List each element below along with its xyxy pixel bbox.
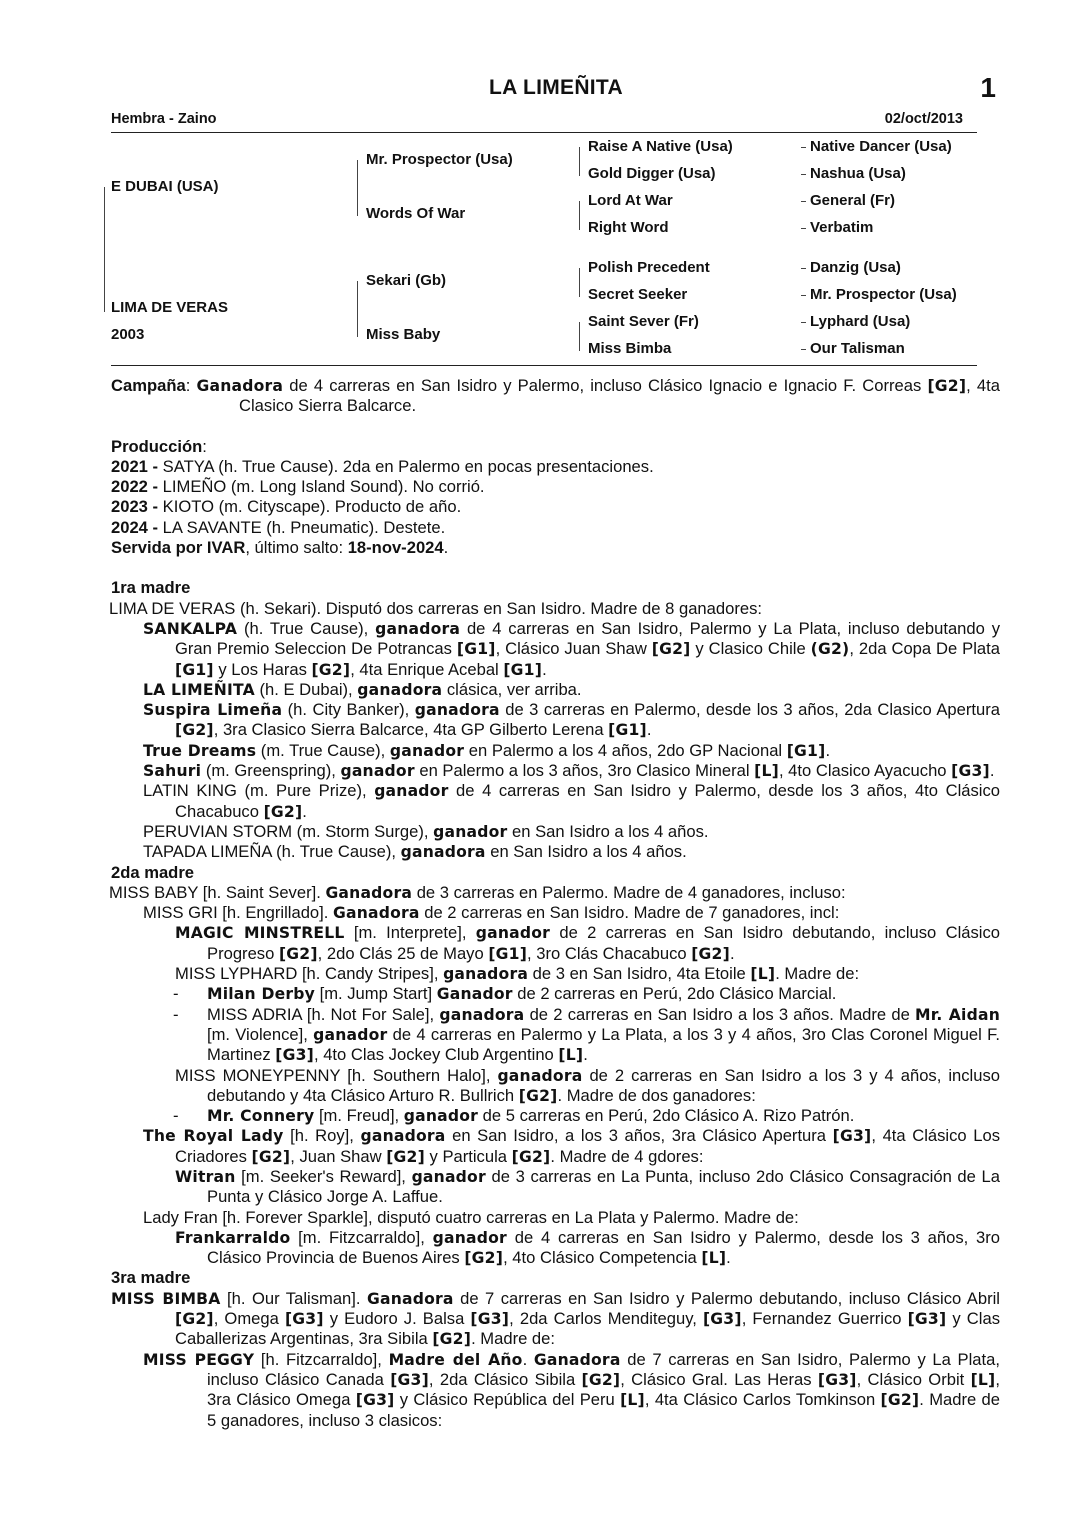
t: en San Isidro a los 4 años. — [485, 842, 687, 862]
grade-badge: [G2] — [311, 660, 351, 679]
t: de 7 carreras en San Isidro, Palermo y La Plata, incluso Clásico Canada — [207, 1349, 1000, 1389]
servida-end: . — [443, 538, 449, 558]
t: de 3 carreras en Palermo. Madre de 4 ganadores, incluso: — [412, 882, 846, 902]
t: de 7 carreras en San Isidro y Palermo debutando, incluso Clásico Abril — [453, 1288, 1000, 1308]
grade-badge: [G2] — [175, 1310, 214, 1329]
produccion-item — [111, 518, 1000, 538]
offspring-entry — [111, 761, 1000, 781]
servida-date: 18-nov-2024 — [347, 538, 444, 558]
t: [m. Fitzcarraldo], — [290, 1227, 433, 1247]
t: (h. City Banker), — [282, 700, 415, 720]
t: , Clásico Juan Shaw — [495, 639, 652, 659]
offspring-name: TAPADA LIMEÑA (h. True Cause), — [143, 842, 401, 862]
t: [h. Our Talisman]. — [220, 1288, 367, 1308]
t: . — [302, 801, 307, 821]
pedigree-gen4-7: Lyphard (Usa) — [810, 313, 911, 330]
t: . — [522, 1349, 534, 1369]
offspring-entry — [111, 741, 1000, 761]
t: y Particula — [424, 1146, 512, 1166]
bracket-gen3-1 — [579, 147, 580, 176]
grade-badge: [G3] — [702, 1310, 742, 1329]
produccion-year: 2024 - — [111, 517, 159, 537]
bracket-gen3-3 — [579, 268, 580, 297]
offspring-entry — [111, 1228, 1000, 1269]
winner-word: ganador — [340, 762, 415, 781]
pedigree-gen3-3: Lord At War — [588, 192, 673, 209]
produccion-year: 2023 - — [111, 497, 159, 517]
award-text: Madre del Año — [388, 1350, 523, 1369]
offspring-entry — [111, 1106, 1000, 1126]
t: . Madre de: — [471, 1329, 555, 1349]
t: de 4 carreras en San Isidro y Palermo, desde los 3 años, 4to Clásico Chacabuco — [175, 781, 1000, 821]
offspring-name: Mr. Aidan — [915, 1005, 1000, 1024]
grade-badge: [G2] — [432, 1330, 472, 1349]
produccion-item — [111, 477, 1000, 497]
t: , 3ro Clás Chacabuco — [527, 943, 692, 963]
grade-badge: [G2] — [278, 944, 318, 963]
t: . — [989, 761, 995, 781]
madre2-intro — [109, 883, 1000, 903]
t: . Madre de: — [775, 964, 860, 984]
t: [h. Roy], — [283, 1126, 361, 1146]
winner-word: Ganador — [436, 985, 513, 1004]
grade-badge: [G3] — [470, 1310, 510, 1329]
pedigree-gen2-2: Words Of War — [366, 205, 466, 222]
t: (h. True Cause), — [237, 618, 376, 638]
t: . — [646, 720, 652, 740]
horse-name: LA LIMEÑITA — [489, 76, 623, 99]
winner-word: ganadora — [375, 619, 461, 638]
t: , 2da Copa De Plata — [849, 639, 1000, 659]
pedigree-table — [0, 0, 1080, 370]
pedigree-bottom-rule — [111, 365, 977, 366]
offspring-entry — [111, 1066, 1000, 1107]
t: , Juan Shaw — [290, 1146, 387, 1166]
pedigree-gen2-3: Sekari (Gb) — [366, 272, 447, 289]
bracket-gen2-upper — [357, 160, 358, 216]
dash-gen4-6 — [801, 295, 806, 296]
grade-badge: [G2] — [651, 640, 691, 659]
winner-word: Ganadora — [332, 904, 420, 923]
offspring-entry — [111, 700, 1000, 741]
winner-word: ganador — [389, 741, 465, 760]
bracket-gen1-top — [104, 187, 105, 250]
grade-badge: [L] — [620, 1391, 645, 1410]
t: , 4to Clas Jockey Club Argentino — [313, 1045, 559, 1065]
t: MISS BABY [h. Saint Sever]. — [109, 882, 326, 902]
grade-badge: [G1] — [608, 721, 647, 740]
t: clásica, ver arriba. — [442, 679, 582, 699]
grade-badge: [L] — [701, 1249, 727, 1268]
winner-word: ganadora — [414, 701, 500, 720]
produccion-text: KIOTO (m. Cityscape). Producto de año. — [158, 497, 462, 517]
servida-label: Servida por IVAR — [111, 538, 246, 558]
pedigree-gen3-5: Polish Precedent — [588, 259, 710, 276]
dash-gen4-8 — [801, 349, 806, 350]
t: [h. Fitzcarraldo], — [254, 1349, 389, 1369]
offspring-entry — [111, 923, 1000, 964]
offspring-entry — [111, 1208, 1000, 1228]
t: . — [583, 1045, 588, 1065]
grade-badge: [G1] — [786, 741, 826, 760]
winner-word: ganadora — [400, 843, 486, 862]
offspring-entry — [111, 781, 1000, 822]
winner-word: ganador — [433, 822, 508, 841]
grade-badge: [L] — [754, 762, 779, 781]
grade-badge: (G2) — [810, 640, 850, 659]
offspring-entry — [111, 984, 1000, 1004]
offspring-name: LATIN KING (m. Pure Prize), — [143, 781, 375, 801]
t: , 3ra Clasico Sierra Balcarce, 4ta GP Gilberto Lerena — [213, 720, 609, 740]
campana-paragraph — [111, 376, 1000, 417]
produccion-year: 2021 - — [111, 456, 159, 476]
body-text — [111, 376, 1000, 1431]
grade-badge: [G1] — [456, 640, 496, 659]
t: . — [542, 659, 547, 679]
dash-mark: - — [173, 1106, 179, 1126]
winner-word: ganador — [313, 1025, 388, 1044]
winner-word: Ganadora — [533, 1350, 621, 1369]
t: , Omega — [213, 1309, 285, 1329]
t: [m. Violence], — [207, 1024, 314, 1044]
pedigree-gen4-3: General (Fr) — [810, 192, 896, 209]
grade-badge: [G3] — [355, 1391, 395, 1410]
grade-badge: [G3] — [832, 1127, 872, 1146]
offspring-name: True Dreams — [143, 741, 257, 760]
grade-badge: [G1] — [503, 660, 543, 679]
offspring-entry — [111, 1167, 1000, 1208]
servida-text: , último salto: — [245, 538, 348, 558]
offspring-name: Frankarraldo — [175, 1228, 291, 1247]
t: (h. E Dubai), — [254, 679, 358, 699]
pedigree-gen3-1: Raise A Native (Usa) — [588, 138, 733, 155]
grade-badge: [G2] — [263, 802, 303, 821]
pedigree-gen4-5: Danzig (Usa) — [810, 259, 901, 276]
campana-label: Campaña — [111, 376, 186, 395]
campana-text-2: , 4ta Clasico Sierra Balcarce. — [239, 376, 1000, 416]
offspring-entry — [111, 842, 1000, 862]
offspring-entry — [111, 1005, 1000, 1066]
offspring-name: Sahuri — [143, 762, 202, 781]
offspring-name: MISS ADRIA [h. Not For Sale], — [207, 1004, 440, 1024]
grade-badge: [G2] — [251, 1147, 291, 1166]
offspring-name: Mr. Connery — [207, 1107, 315, 1126]
offspring-name: MISS MONEYPENNY [h. Southern Halo], — [175, 1065, 498, 1085]
pedigree-gen4-4: Verbatim — [810, 219, 874, 236]
grade-badge: [G2] — [464, 1249, 504, 1268]
t: [m. Jump Start] — [315, 984, 437, 1004]
dash-mark: - — [173, 984, 179, 1004]
t: . Madre de dos ganadores: — [557, 1085, 756, 1105]
grade-badge: [G2] — [880, 1391, 920, 1410]
offspring-entry — [111, 1350, 1000, 1431]
pedigree-gen3-6: Secret Seeker — [588, 286, 688, 303]
offspring-name: MISS BIMBA — [111, 1289, 221, 1308]
winner-word: Ganadora — [366, 1289, 454, 1308]
pedigree-gen3-2: Gold Digger (Usa) — [588, 165, 716, 182]
t: de 3 carreras en La Punta, incluso 2do Clásico Consagración de La Punta y Clásico Jorge A. Laffue. — [207, 1166, 1000, 1207]
pedigree-dam: LIMA DE VERAS — [111, 299, 228, 316]
offspring-entry — [111, 619, 1000, 680]
pedigree-gen2-1: Mr. Prospector (Usa) — [366, 151, 513, 168]
produccion-text: LIMEÑO (m. Long Island Sound). No corrió. — [158, 477, 485, 497]
t: de 4 carreras en Palermo y La Plata, a los 3 y 4 años, 3ro Clas Coronel Miguel F. Martinez — [207, 1024, 1001, 1065]
t: , 4ta Clásico Los Criadores — [175, 1126, 1001, 1166]
t: , 4ta Clásico Carlos Tomkinson — [644, 1390, 881, 1410]
t: [m. Freud], — [314, 1106, 404, 1126]
t: en San Isidro a los 4 años. — [507, 821, 709, 841]
campana-winner: Ganadora — [196, 377, 284, 395]
madre2-heading: 2da madre — [111, 862, 195, 882]
grade-badge: [G2] — [581, 1370, 621, 1389]
offspring-name: PERUVIAN STORM (m. Storm Surge), — [143, 821, 434, 841]
winner-word: ganadora — [357, 680, 443, 699]
t: , Fernandez Guerrico — [741, 1309, 908, 1329]
sex-coat: Hembra - Zaino — [111, 111, 217, 127]
offspring-name: LA LIMEÑITA — [143, 680, 255, 699]
winner-word: ganador — [432, 1228, 507, 1247]
t: . — [825, 740, 831, 760]
grade-badge: [G1] — [488, 944, 528, 963]
offspring-entry — [111, 964, 1000, 984]
produccion-sep: : — [202, 436, 207, 456]
grade-badge: [G1] — [175, 660, 214, 679]
grade-badge: [G3] — [907, 1310, 947, 1329]
t: , 2do Clás 25 de Mayo — [317, 943, 489, 963]
t: . — [726, 1248, 731, 1268]
t: , Clásico Orbit — [856, 1369, 971, 1389]
t: en Palermo a los 4 años, 2do GP Nacional — [464, 740, 787, 760]
t: de 5 carreras en Perú, 2do Clásico A. Rizo Patrón. — [478, 1106, 855, 1126]
offspring-name: Suspira Limeña — [143, 701, 283, 720]
campana-sep: : — [185, 376, 197, 395]
offspring-name: SANKALPA — [143, 619, 238, 638]
produccion-heading — [111, 437, 1000, 457]
dash-gen4-5 — [801, 268, 806, 269]
t: de 2 carreras en San Isidro. Madre de 7 ganadores, incl: — [419, 903, 840, 923]
offspring-entry — [111, 822, 1000, 842]
pedigree-gen4-8: Our Talisman — [810, 340, 905, 357]
winner-word: Ganadora — [325, 883, 413, 902]
grade-badge: [G3] — [817, 1370, 857, 1389]
bracket-gen3-2 — [579, 201, 580, 230]
madre3-heading: 3ra madre — [111, 1268, 191, 1288]
dash-mark: - — [173, 1004, 179, 1024]
t: , 2da Carlos Menditeguy, — [509, 1309, 703, 1329]
t: y Clas Caballerizas Argentinas, 3ra Sibila — [175, 1309, 1000, 1349]
grade-badge: [G2] — [386, 1147, 425, 1166]
dash-gen4-3 — [801, 201, 806, 202]
t: (m. Greenspring), — [201, 761, 341, 781]
t: y Los Haras — [213, 659, 312, 679]
winner-word: ganadora — [439, 1005, 525, 1024]
offspring-name: Witran — [175, 1167, 236, 1186]
offspring-name: MISS GRI [h. Engrillado]. — [143, 903, 333, 923]
winner-word: ganadora — [360, 1127, 446, 1146]
servida-line — [111, 538, 1000, 558]
pedigree-gen3-4: Right Word — [588, 219, 669, 236]
campana-text-1: de 4 carreras en San Isidro y Palermo, incluso Clásico Ignacio e Ignacio F. Correas — [283, 376, 928, 395]
birth-date: 02/oct/2013 — [884, 111, 963, 127]
t: (m. True Cause), — [256, 740, 390, 760]
pedigree-dam-year: 2003 — [111, 326, 145, 343]
grade-badge: [L] — [750, 965, 776, 984]
bracket-gen2-lower — [357, 281, 358, 337]
grade-badge: [G2] — [518, 1086, 558, 1105]
t: de 2 carreras en San Isidro a los 3 y 4 años, incluso debutando y 4ta Clásico Arturo R. Bullrich — [207, 1065, 1000, 1105]
t: de 2 carreras en San Isidro a los 3 años. Madre de — [524, 1004, 916, 1024]
grade-badge: [G3] — [390, 1370, 429, 1389]
offspring-name: Milan Derby — [207, 985, 315, 1004]
bracket-gen1-bottom — [104, 249, 105, 312]
madre1-heading: 1ra madre — [111, 578, 191, 598]
t: de 2 carreras en San Isidro debutando, incluso Clásico Progreso — [207, 923, 1000, 963]
pedigree-gen3-8: Miss Bimba — [588, 340, 672, 357]
offspring-name: MAGIC MINSTRELL — [175, 924, 345, 943]
winner-word: ganador — [374, 782, 449, 801]
pedigree-sire: E DUBAI (USA) — [111, 178, 219, 195]
t: , 4to Clasico Ayacucho — [778, 761, 952, 781]
pedigree-gen4-2: Nashua (Usa) — [810, 165, 906, 182]
t: , 3ra Clásico Omega — [207, 1369, 1000, 1410]
t: . Madre de 5 ganadores, incluso 3 clasicos: — [207, 1390, 1001, 1430]
t: en Palermo a los 3 años, 3ro Clasico Mineral — [414, 761, 755, 781]
offspring-entry — [111, 903, 1000, 923]
t: de 3 en San Isidro, 4ta Etoile — [528, 964, 751, 984]
offspring-name: MISS LYPHARD [h. Candy Stripes], — [175, 964, 444, 984]
t: . Madre de 4 gdores: — [550, 1146, 704, 1166]
t: de 3 carreras en Palermo, desde los 3 años, 2da Clasico Apertura — [499, 700, 1000, 720]
grade-badge: [G3] — [951, 762, 990, 781]
grade-badge: [L] — [970, 1370, 996, 1389]
t: , Clásico Gral. Las Heras — [620, 1369, 818, 1389]
winner-word: ganador — [411, 1167, 486, 1186]
produccion-year: 2022 - — [111, 477, 159, 497]
t: [m. Interprete], — [344, 923, 476, 943]
pedigree-gen4-6: Mr. Prospector (Usa) — [810, 286, 957, 303]
winner-word: ganador — [475, 924, 551, 943]
dash-gen4-4 — [801, 228, 806, 229]
winner-word: ganador — [403, 1107, 479, 1126]
dash-gen4-1 — [801, 147, 806, 148]
produccion-item — [111, 497, 1000, 517]
dash-gen4-7 — [801, 322, 806, 323]
grade-badge: [G2] — [691, 944, 730, 963]
grade-badge: [G2] — [175, 721, 214, 740]
offspring-entry — [111, 680, 1000, 700]
grade-badge: [G2] — [511, 1147, 551, 1166]
grade-badge: [G3] — [275, 1046, 314, 1065]
t: , 2da Clásico Sibila — [428, 1369, 582, 1389]
t: de 4 carreras en San Isidro y Palermo, desde los 3 años, 3ro Clásico Provincia de Buenos Aires — [207, 1227, 1000, 1268]
t: de 4 carreras en San Isidro, Palermo y La Plata, incluso debutando y Gran Premio Seleccion De Potrancas — [175, 618, 1000, 659]
produccion-item — [111, 457, 1000, 477]
offspring-name: The Royal Lady — [143, 1127, 284, 1146]
t: de 2 carreras en Perú, 2do Clásico Marcial. — [512, 984, 837, 1004]
t: en San Isidro, a los 3 años, 3ra Clásico Apertura — [445, 1126, 833, 1146]
offspring-entry — [111, 1126, 1000, 1167]
t: y Clásico República del Peru — [394, 1390, 621, 1410]
produccion-label: Producción — [111, 436, 203, 456]
madre1-intro: LIMA DE VERAS (h. Sekari). Disputó dos carreras en San Isidro. Madre de 8 ganadores: — [109, 598, 762, 618]
produccion-text: LA SAVANTE (h. Pneumatic). Destete. — [158, 517, 446, 537]
grade-badge: [G2] — [927, 377, 967, 395]
winner-word: ganadora — [497, 1066, 583, 1085]
t: y Eudoro J. Balsa — [323, 1309, 471, 1329]
t: [m. Seeker's Reward], — [235, 1166, 412, 1186]
offspring-name: Lady Fran [h. Forever Sparkle], disputó cuatro carreras en La Plata y Palermo. Madre de: — [143, 1207, 799, 1227]
pedigree-gen2-4: Miss Baby — [366, 326, 441, 343]
dash-gen4-2 — [801, 174, 806, 175]
page-number: 1 — [980, 72, 996, 103]
t: , 4ta Enrique Acebal — [350, 659, 504, 679]
offspring-name: MISS PEGGY — [143, 1350, 255, 1369]
offspring-entry — [111, 1289, 1000, 1350]
grade-badge: [L] — [558, 1046, 584, 1065]
grade-badge: [G3] — [284, 1310, 324, 1329]
pedigree-gen4-1: Native Dancer (Usa) — [810, 138, 952, 155]
t: y Clasico Chile — [690, 639, 811, 659]
pedigree-gen3-7: Saint Sever (Fr) — [588, 313, 699, 330]
bracket-gen3-4 — [579, 322, 580, 351]
t: . — [729, 943, 735, 963]
winner-word: ganadora — [443, 965, 529, 984]
produccion-text: SATYA (h. True Cause). 2da en Palermo en pocas presentaciones. — [158, 456, 654, 476]
t: , 4to Clásico Competencia — [503, 1248, 702, 1268]
